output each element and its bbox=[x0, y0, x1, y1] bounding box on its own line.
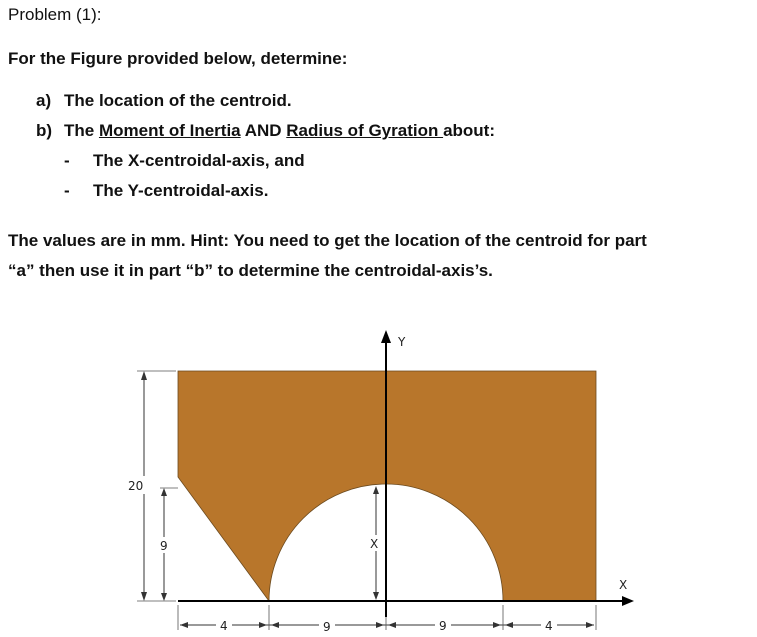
left-height-arrow-bottom bbox=[161, 593, 167, 601]
bottom-dim-label: 9 bbox=[439, 619, 447, 633]
note-line-1: The values are in mm. Hint: You need to get the location of the centroid for part bbox=[8, 231, 647, 250]
bottom-dim-label: 4 bbox=[545, 619, 553, 633]
bottom-dim-label: 4 bbox=[220, 619, 228, 633]
item-a-marker: a) bbox=[36, 91, 52, 110]
moment-of-inertia-term: Moment of Inertia bbox=[98, 121, 241, 140]
radius-label: X bbox=[370, 537, 379, 551]
left-height-label: 9 bbox=[160, 539, 168, 553]
left-height-arrow-top bbox=[161, 488, 167, 496]
y-axis-arrow bbox=[381, 330, 391, 343]
radius-arrow-top bbox=[373, 486, 379, 494]
x-axis-arrow bbox=[622, 596, 634, 606]
item-b-mid: AND bbox=[240, 121, 287, 140]
problem-prompt: For the Figure provided below, determine: bbox=[8, 49, 348, 68]
note-line-2: “a” then use it in part “b” to determine the centroidal-axis’s. bbox=[8, 261, 493, 280]
subitem-1-marker: - bbox=[64, 151, 70, 170]
subitem-2-text: The Y-centroidal-axis. bbox=[93, 181, 269, 200]
radius-of-gyration-term: Radius of Gyration bbox=[286, 121, 444, 140]
height-arrow-top bbox=[141, 371, 147, 380]
item-a-text: The location of the centroid. bbox=[64, 91, 292, 110]
problem-title: Problem (1): bbox=[8, 5, 102, 24]
bottom-dim-label: 9 bbox=[323, 620, 331, 634]
x-axis-label: X bbox=[619, 578, 628, 592]
radius-arrow-bottom bbox=[373, 592, 379, 600]
y-axis-label: Y bbox=[398, 335, 406, 349]
height-arrow-bottom bbox=[141, 592, 147, 601]
item-b-pre: The bbox=[64, 121, 99, 140]
item-b-marker: b) bbox=[36, 121, 53, 140]
item-b-post: about: bbox=[443, 121, 496, 140]
subitem-2-marker: - bbox=[64, 181, 70, 200]
subitem-1-text: The X-centroidal-axis, and bbox=[93, 151, 305, 170]
height-label: 20 bbox=[128, 479, 144, 493]
